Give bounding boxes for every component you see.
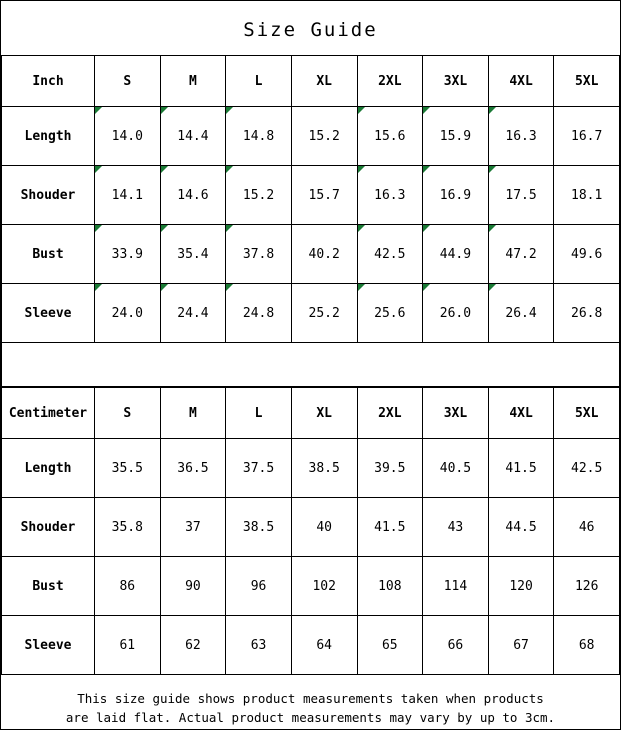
cell-shouder-3xl: 43 [423,498,489,557]
size-table-centimeter [1,387,620,675]
cell-bust-4xl: 47.2 [488,225,554,284]
column-header-2xl: 2XL [357,388,423,439]
cell-bust-5xl: 126 [554,557,620,616]
cell-length-xl: 15.2 [291,107,357,166]
cell-bust-l: 96 [226,557,292,616]
column-header-s: S [95,56,161,107]
cell-length-m: 14.4 [160,107,226,166]
cell-bust-m: 90 [160,557,226,616]
size-table-inch [1,55,620,343]
cell-length-l: 14.8 [226,107,292,166]
table-separator [1,343,620,387]
cell-sleeve-m: 62 [160,616,226,675]
column-header-l: L [226,56,292,107]
column-header-4xl: 4XL [488,388,554,439]
column-header-s: S [95,388,161,439]
cell-bust-l: 37.8 [226,225,292,284]
cell-sleeve-3xl: 66 [423,616,489,675]
cell-length-3xl: 15.9 [423,107,489,166]
cell-sleeve-2xl: 25.6 [357,284,423,343]
column-header-m: M [160,56,226,107]
row-label-sleeve: Sleeve [2,616,95,675]
row-label-length: Length [2,107,95,166]
cell-shouder-4xl: 17.5 [488,166,554,225]
unit-label-centimeter: Centimeter [2,388,95,439]
page-title: Size Guide [243,19,378,41]
cell-sleeve-m: 24.4 [160,284,226,343]
table-row [2,557,620,616]
cell-length-5xl: 42.5 [554,439,620,498]
cell-shouder-2xl: 41.5 [357,498,423,557]
table-row [2,284,620,343]
cell-bust-5xl: 49.6 [554,225,620,284]
cell-bust-s: 33.9 [95,225,161,284]
cell-length-2xl: 39.5 [357,439,423,498]
cell-shouder-5xl: 46 [554,498,620,557]
row-label-length: Length [2,439,95,498]
table-row [2,166,620,225]
cell-sleeve-l: 24.8 [226,284,292,343]
cell-shouder-5xl: 18.1 [554,166,620,225]
cell-shouder-l: 38.5 [226,498,292,557]
row-label-bust: Bust [2,225,95,284]
cell-length-4xl: 16.3 [488,107,554,166]
table-row [2,498,620,557]
column-header-3xl: 3XL [423,388,489,439]
cell-length-s: 35.5 [95,439,161,498]
cell-bust-s: 86 [95,557,161,616]
cell-sleeve-2xl: 65 [357,616,423,675]
cell-length-3xl: 40.5 [423,439,489,498]
cell-length-5xl: 16.7 [554,107,620,166]
cell-shouder-s: 14.1 [95,166,161,225]
footer-line-2: are laid flat. Actual product measurements may vary by up to 3cm. [65,710,556,726]
cell-sleeve-3xl: 26.0 [423,284,489,343]
column-header-xl: XL [291,56,357,107]
cell-shouder-4xl: 44.5 [488,498,554,557]
cell-sleeve-5xl: 26.8 [554,284,620,343]
row-label-shouder: Shouder [2,498,95,557]
cell-bust-4xl: 120 [488,557,554,616]
cell-bust-3xl: 114 [423,557,489,616]
row-label-shouder: Shouder [2,166,95,225]
cell-shouder-xl: 40 [291,498,357,557]
footer-note [1,675,620,728]
column-header-2xl: 2XL [357,56,423,107]
column-header-3xl: 3XL [423,56,489,107]
cell-bust-2xl: 108 [357,557,423,616]
table-header-row [2,388,620,439]
cell-sleeve-l: 63 [226,616,292,675]
table-header-row [2,56,620,107]
table-row [2,616,620,675]
cell-bust-2xl: 42.5 [357,225,423,284]
cell-shouder-2xl: 16.3 [357,166,423,225]
cell-shouder-m: 37 [160,498,226,557]
column-header-xl: XL [291,388,357,439]
row-label-bust: Bust [2,557,95,616]
cell-shouder-l: 15.2 [226,166,292,225]
cell-shouder-s: 35.8 [95,498,161,557]
cell-shouder-m: 14.6 [160,166,226,225]
row-label-sleeve: Sleeve [2,284,95,343]
table-row [2,225,620,284]
column-header-5xl: 5XL [554,388,620,439]
unit-label-inch: Inch [2,56,95,107]
cell-length-4xl: 41.5 [488,439,554,498]
cell-shouder-xl: 15.7 [291,166,357,225]
cell-sleeve-s: 61 [95,616,161,675]
cell-length-xl: 38.5 [291,439,357,498]
table-row [2,107,620,166]
cell-shouder-3xl: 16.9 [423,166,489,225]
cell-sleeve-4xl: 67 [488,616,554,675]
cell-bust-xl: 40.2 [291,225,357,284]
column-header-l: L [226,388,292,439]
column-header-5xl: 5XL [554,56,620,107]
cell-sleeve-s: 24.0 [95,284,161,343]
cell-bust-xl: 102 [291,557,357,616]
cell-sleeve-xl: 25.2 [291,284,357,343]
column-header-4xl: 4XL [488,56,554,107]
footer-line-1: This size guide shows product measurements taken when products [77,691,544,706]
cell-sleeve-5xl: 68 [554,616,620,675]
cell-length-l: 37.5 [226,439,292,498]
cell-length-m: 36.5 [160,439,226,498]
column-header-m: M [160,388,226,439]
cell-sleeve-4xl: 26.4 [488,284,554,343]
cell-length-s: 14.0 [95,107,161,166]
cell-bust-m: 35.4 [160,225,226,284]
cell-length-2xl: 15.6 [357,107,423,166]
table-row [2,439,620,498]
cell-sleeve-xl: 64 [291,616,357,675]
cell-bust-3xl: 44.9 [423,225,489,284]
